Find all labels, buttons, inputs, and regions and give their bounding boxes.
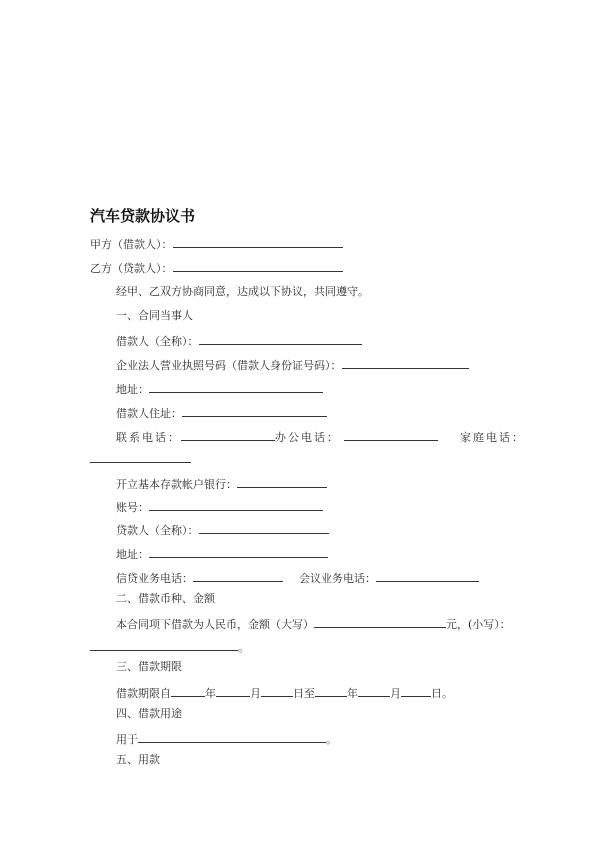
- party-b-blank[interactable]: [173, 260, 343, 272]
- borrower-name-label: 借款人（全称）：: [116, 335, 199, 348]
- amount-figure-blank[interactable]: [90, 639, 238, 651]
- home-label: 家庭电话：: [460, 431, 525, 444]
- section-2-heading: 二、借款币种、金额: [116, 592, 215, 605]
- section-1-heading: 一、合同当事人: [116, 309, 193, 322]
- section-3-heading: 三、借款期限: [116, 660, 182, 673]
- residence-blank[interactable]: [182, 405, 327, 417]
- bank-blank[interactable]: [237, 476, 327, 488]
- contact-blank[interactable]: [181, 429, 275, 441]
- day-to-label: 日至: [293, 687, 315, 700]
- party-b-row: [90, 260, 343, 276]
- home-blank[interactable]: [90, 451, 191, 463]
- credit-phone-label: 信贷业务电话：: [116, 572, 193, 585]
- office-label: 办公电话：: [275, 431, 340, 444]
- month-label-2: 月: [390, 687, 401, 700]
- license-blank[interactable]: [342, 357, 469, 369]
- home-phone-row: [90, 451, 191, 467]
- account-label: 账号：: [116, 501, 149, 514]
- business-phones-row: [116, 570, 479, 586]
- end-day-blank[interactable]: [401, 685, 431, 697]
- party-b-label: 乙方（贷款人）：: [90, 262, 173, 275]
- amount-words-blank[interactable]: [314, 616, 446, 628]
- license-row: [116, 357, 469, 373]
- borrower-name-blank[interactable]: [199, 333, 362, 345]
- party-a-label: 甲方（借款人）：: [90, 238, 173, 251]
- section-4-heading: 四、借款用途: [116, 707, 182, 720]
- address-row: [116, 381, 323, 397]
- residence-row: [116, 405, 327, 421]
- amount-row: [116, 616, 511, 632]
- bank-label: 开立基本存款帐户银行：: [116, 478, 237, 491]
- address2-blank[interactable]: [149, 546, 328, 558]
- use-row: [116, 731, 337, 747]
- account-blank[interactable]: [149, 499, 323, 511]
- license-label: 企业法人营业执照号码（借款人身份证号码）：: [116, 359, 342, 372]
- section-5-heading: 五、用款: [116, 753, 160, 766]
- borrower-name-row: [116, 333, 362, 349]
- office-blank[interactable]: [344, 429, 438, 441]
- address2-label: 地址：: [116, 548, 149, 561]
- term-row: [116, 685, 453, 701]
- lender-name-label: 贷款人（全称）：: [116, 524, 199, 537]
- amount-text: 本合同项下借款为人民币，金额（大写）: [116, 618, 314, 631]
- use-label: 用于: [116, 733, 138, 746]
- credit-phone-blank[interactable]: [193, 570, 283, 582]
- year-label-2: 年: [347, 687, 358, 700]
- accounting-phone-blank[interactable]: [376, 570, 479, 582]
- residence-label: 借款人住址：: [116, 407, 182, 420]
- start-year-blank[interactable]: [171, 685, 205, 697]
- start-day-blank[interactable]: [261, 685, 293, 697]
- year-label-1: 年: [205, 687, 216, 700]
- address2-row: [116, 546, 328, 562]
- bank-row: [116, 476, 327, 492]
- page-title: 汽车贷款协议书: [90, 207, 196, 225]
- address-label: 地址：: [116, 383, 149, 396]
- amount-period: 。: [238, 641, 249, 654]
- term-start-label: 借款期限自: [116, 687, 171, 700]
- use-blank[interactable]: [138, 731, 326, 743]
- end-month-blank[interactable]: [358, 685, 390, 697]
- account-row: [116, 499, 323, 515]
- yuan-small-label: 元，(小写）：: [446, 618, 511, 631]
- amount-figure-row: [90, 639, 249, 655]
- lender-name-blank[interactable]: [199, 522, 329, 534]
- day-end-label: 日。: [431, 687, 453, 700]
- phones-row: [116, 429, 525, 445]
- use-period: 。: [326, 733, 337, 746]
- month-label-1: 月: [250, 687, 261, 700]
- party-a-row: [90, 236, 343, 252]
- address-blank[interactable]: [149, 381, 323, 393]
- start-month-blank[interactable]: [216, 685, 250, 697]
- contact-label: 联系电话：: [116, 431, 181, 444]
- party-a-blank[interactable]: [173, 236, 343, 248]
- lender-name-row: [116, 522, 329, 538]
- end-year-blank[interactable]: [315, 685, 347, 697]
- accounting-phone-label: 会议业务电话：: [299, 572, 376, 585]
- intro-text: 经甲、乙双方协商同意，达成以下协议，共同遵守。: [116, 285, 369, 298]
